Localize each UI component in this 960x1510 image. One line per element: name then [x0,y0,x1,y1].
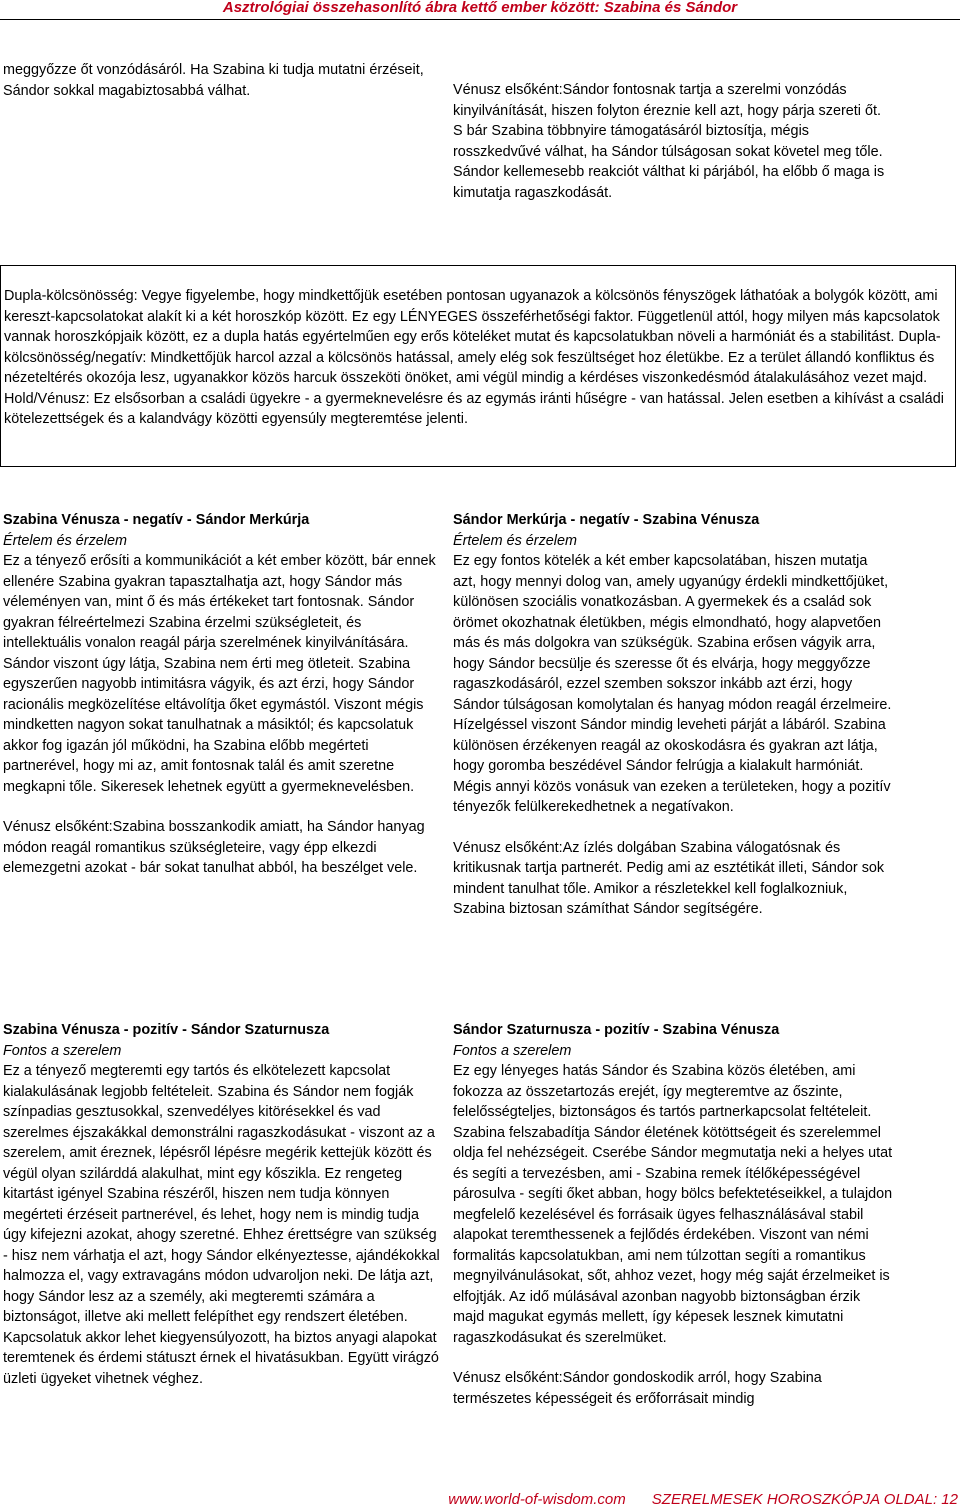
top-right-text: Vénusz elsőként:Sándor fontosnak tartja a szerelmi vonzódás kinyilvánítását, hiszen folyton éreznie kell azt, hogy párja szereti őt. S bár Szabina többnyire támogatásáról biztosítja, mégis rosszkedvűvé válhat, ha Sándor túlságosan sokat követel meg tőle. Sándor kellemesebb reakciót válthat ki párjából, ha előbb ő maga is kimutatja ragaszkodását. [453,82,885,201]
section-saturn-venus-right [453,1020,893,1409]
section-body: Ez egy lényeges hatás Sándor és Szabina közös életében, ami fokozza az összetartozás erejét, így megteremtve az őszinte, felelősségteljes, biztonságos és tartós partnerkapcsolat feltételeit. Szabina felszabadítja Sándor életének kötöttségeit és szerelemmel oldja fel nehézségeit. Cserébe Sándor megmutatja neki a helyes utat és segíti a tervezésben, ami - Szabina remek ítélőképességével párosulva - segíti őket abban, hogy bölcs befektetéseikkel, a tulajdon megfelelő kezelésével és forrásaik ügyes felhasználásával stabil alapokat teremthessenek a fejlődés érdekében. Viszont van némi formalitás kapcsolatukban, ami nem túlzottan segíti a romantikus megnyilvánulásokat, sőt, ahhoz vezet, hogy még saját érzelmeiket is elfojtják. Az idő múlásával azonban nagyobb biztonságban érzik majd magukat egymás mellett, így képesek lesznek kimutatni ragaszkodásukat és szerelmüket. [453,1063,893,1346]
section-subtitle: Fontos a szerelem [3,1042,122,1059]
section-extra: Vénusz elsőként:Szabina bosszankodik amiatt, ha Sándor hanyag módon reagál romantikus szükségleteire, vagy épp elkezdi elemezgetni azokat - bár sokat tanulhat abból, ha beszélget vele. [3,819,425,876]
section-subtitle: Értelem és érzelem [453,532,577,549]
section-title: Sándor Merkúrja - negatív - Szabina Vénusza [453,512,760,528]
page-header: Asztrológiai összehasonlító ábra kettő ember között: Szabina és Sándor [222,0,738,16]
top-left-text: meggyőzze őt vonzódásáról. Ha Szabina ki tudja mutatni érzéseit, Sándor sokkal magabiztosabbá válhat. [3,62,424,99]
footer-url[interactable]: www.world-of-wisdom.com [448,1491,626,1508]
header-divider [0,19,960,20]
double-mutuality-box [0,265,956,467]
section-title: Szabina Vénusza - pozitív - Sándor Szaturnusza [3,1022,330,1038]
page-footer [0,1491,958,1509]
section-body: Ez egy fontos kötelék a két ember kapcsolatában, hiszen mutatja azt, hogy mennyi dolog van, amely ugyanúgy érdekli mindkettőjüket, különösen szociális vonatkozásban. A gyermekek és a család sok örömet okozhatnak életükben, mégis elmondható, hogy alapvetően más és más dolgokra van szükségük. Szabina erősen vágyik arra, hogy Sándor becsülje és szeresse őt és elvárja, hogy meggyőzze ragaszkodásáról, ezzel szemben sokszor inkább azt érzi, hogy Sándor túlságosan komolytalan és hanyag módon reagál érzelmeire. Hízelgéssel viszont Sándor mindig leveheti párját a lábáról. Szabina különösen érzékenyen reagál az okoskodásra és gyakran azt látja, hogy goromba beszédével Sándor felrúgja a kialakult harmóniát. Mégis annyi közös vonásuk van ezeken a területeken, hogy a pozitív tényezők felülkerekedhetnek a negatívakon. [453,553,892,815]
section-title: Sándor Szaturnusza - pozitív - Szabina Vénusza [453,1022,780,1038]
section-venus-saturn-left [3,1020,443,1389]
section-subtitle: Értelem és érzelem [3,532,127,549]
section-body: Ez a tényező erősíti a kommunikációt a két ember között, bár ennek ellenére Szabina gyakran tapasztalhatja azt, hogy Sándor más véleményen van, mint ő és más értékeket tart fontosnak. Sándor gyakran félreértelmezi Szabina érzelmi szükségleteit, és intellektuális vonalon reagál párja szerelmének kinyilvánítására. Sándor viszont úgy látja, Szabina nem érti meg ötleteit. Szabina egyszerűen nagyobb intimitásra vágyik, és azt érzi, hogy Sándor racionális megközelítése eltávolítja őket egymástól. Viszont mégis mindketten nagyon sokat tanulhatnak a másiktól; és kapcsolatuk akkor fog igazán jól működni, ha Szabina előbb megérteti partnerével, hogy mi az, amit fontosnak talál és amit szeretne megkapni tőle. Sikeresek lehetnek együtt a gyermeknevelésben. [3,553,436,795]
section-extra: Vénusz elsőként:Sándor gondoskodik arról, hogy Szabina természetes képességeit és erőforrásait mindig [453,1370,822,1407]
double-mutuality-text: Dupla-kölcsönösség: Vegye figyelembe, hogy mindkettőjük esetében pontosan ugyanazok a kölcsönös fényszögek láthatóak a bolygók között, ami kereszt-kapcsolatokat alakít ki a két horoszkóp között. Ez egy LÉNYEGES összeférhetőségi faktor. Függetlenül attól, hogy milyen más kapcsolatok vannak horoszkópjaik között, ez a dupla hatás egyértelműen egy erős köteléket mutat és kapcsolatukban növeli a harmóniát és a stabilitást. Dupla-kölcsönösség/negatív: Mindkettőjük harcol azzal a kölcsönös hatással, amely elég sok feszültséget hoz életükbe. Ez a terület állandó konfliktus és nézeteltérés okozója lesz, ugyanakkor közös harcuk összeköti önöket, ami végül mindig a kérdéses viszonkedésmód átalakulásához vezet majd. Hold/Vénusz: Ez elsősorban a családi ügyekre - a gyermeknevelésre és az egymás iránti hűségre - van hatással. Jelen esetben a kihívást a családi kötelezettségek és a kalandvágy közötti egyensúly megteremtése jelenti. [4,288,944,427]
footer-page-number: SZERELMESEK HOROSZKÓPJA OLDAL: 12 [651,1491,958,1508]
section-title: Szabina Vénusza - negatív - Sándor Merkúrja [3,512,310,528]
top-right-paragraph [453,80,893,203]
top-left-paragraph [3,60,443,101]
section-subtitle: Fontos a szerelem [453,1042,572,1059]
section-venus-mercury-left [3,510,443,879]
section-mercury-venus-right [453,510,893,920]
section-body: Ez a tényező megteremti egy tartós és elkötelezett kapcsolat kialakulásának legjobb feltételeit. Szabina és Sándor nem fogják színpadias gesztusokkal, szenvedélyes kitörésekkel és vad szerelmes éjszakákkal demonstrálni ragaszkodásukat - viszont az a szerelem, amit éreznek, lépésről lépésre megérik kettejük között és végül olyan szilárddá alakulhat, mint egy kőszikla. Ez rengeteg kitartást igényel Szabina részéről, hiszen nem tudja könnyen megérteti érzéseit partnerével, és lehet, hogy nem is mindig tudja úgy kifejezni azokat, ahogy szeretné. Ehhez érettségre van szükség - hisz nem várhatja el azt, hogy Sándor elkényeztesse, ajándékokkal halmozza el, vagy extravagáns módon udvaroljon neki. De látja azt, hogy Sándor lesz az a személy, aki megteremti számára a biztonságot, illetve aki mellett felépíthet egy rendszert életében. Kapcsolatuk akkor lehet kiegyensúlyozott, ha biztos anyagi alapokat teremtenek és érdemi státuszt érnek el hivatásukban. Együtt virágzó üzleti ügyeket vihetnek véghez. [3,1063,440,1387]
section-extra: Vénusz elsőként:Az ízlés dolgában Szabina válogatósnak és kritikusnak tartja partnerét. Pedig ami az esztétikát illeti, Sándor sok mindent tanulhat tőle. Amikor a részletekkel kell foglalkozniuk, Szabina biztosan számíthat Sándor segítségére. [453,839,885,917]
